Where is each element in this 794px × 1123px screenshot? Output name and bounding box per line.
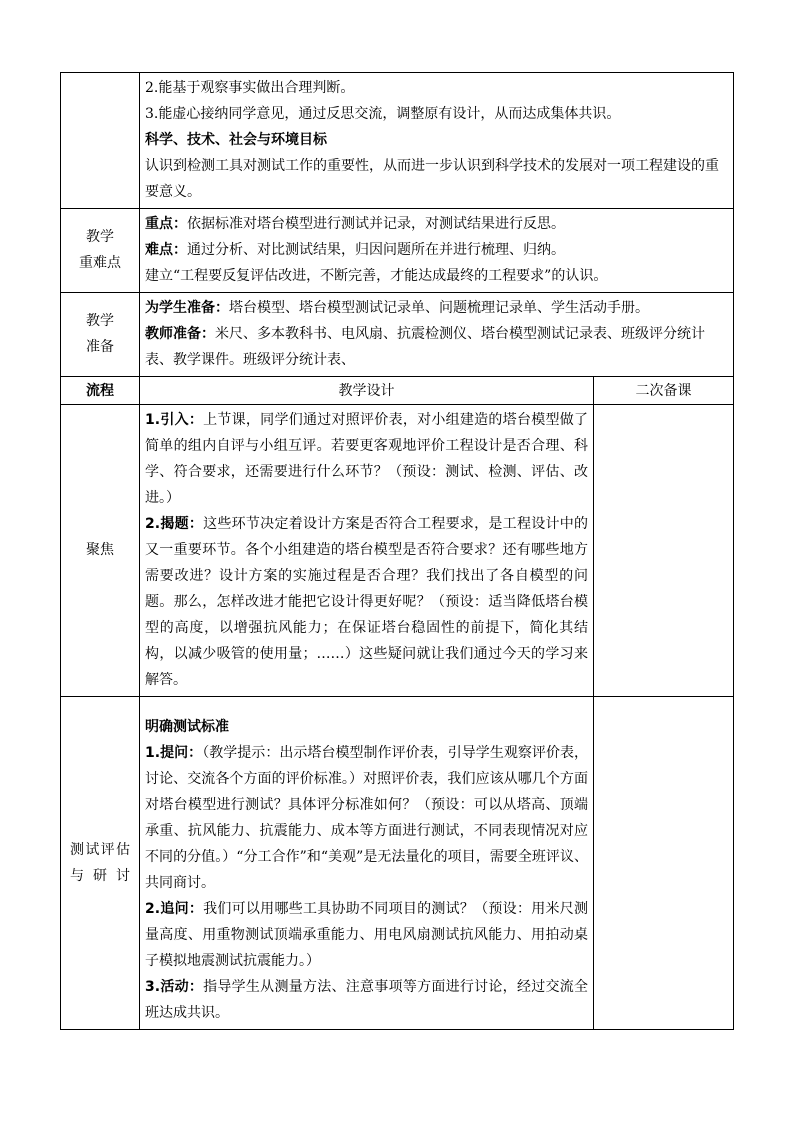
process-header-row: [61, 377, 734, 405]
key-points-row: [61, 209, 734, 293]
goals-row: [61, 73, 734, 209]
test-section-label: 测试评估与研讨: [61, 697, 140, 1030]
reveal-text: 这些环节决定着设计方案是否符合工程要求，是工程设计中的又一重要环节。各个小组建造的塔台模型是否符合要求？还有哪些地方需要改进？设计方案的实施过程是否合理？我们找出了各自模型的问题。那么，怎样改进才能把它设计得更好呢？（预设：适当降低塔台模型的高度，以增强抗风能力；在保证塔台稳固性的前提下，简化其结构，以减少吸管的使用量；……）这些疑问就让我们通过今天的学习来解答。: [145, 516, 589, 688]
goal-line-2: 2.能基于观察事实做出合理判断。: [145, 80, 355, 96]
lesson-plan-table: [60, 72, 734, 1030]
question-text: （教学提示：出示塔台模型制作评价表，引导学生观察评价表，讨论、交流各个方面的评价标准。）对照评价表，我们应该从哪几个方面对塔台模型进行测试？具体评分标准如何？（预设：可以从塔高、顶端承重、抗风能力、抗震能力、成本等方面进行测试，不同表现情况对应不同的分值。）“分工合作”和“美观”是无法量化的项目，需要全班评议、共同商讨。: [145, 745, 589, 891]
header-teaching-design: 教学设计: [140, 377, 594, 405]
intro-label: 1.引入：: [145, 412, 204, 428]
goal-line-3: 3.能虚心接纳同学意见，通过反思交流，调整原有设计，从而达成集体共识。: [145, 106, 621, 122]
focus-section-content: [140, 405, 594, 697]
follow-up-text: 我们可以用哪些工具协助不同项目的测试？（预设：用米尺测量高度、用重物测试顶端承重能力、用电风扇测试抗风能力、用拍动桌子模拟地震测试抗震能力。）: [145, 901, 589, 969]
header-process: 流程: [61, 377, 140, 405]
reveal-label: 2.揭题：: [145, 516, 204, 532]
preparation-content: [140, 293, 734, 377]
teacher-prep-text: 米尺、多本教科书、电风扇、抗震检测仪、塔台模型测试记录表、班级评分统计表、教学课件。班级评分统计表、: [145, 326, 705, 368]
key-points-content: [140, 209, 734, 293]
test-section-content: [140, 697, 594, 1030]
sts-goal-text: 认识到检测工具对测试工作的重要性，从而进一步认识到科学技术的发展对一项工程建设的重要意义。: [145, 158, 719, 200]
student-prep-label: 为学生准备：: [145, 300, 229, 316]
focus-text: 依据标准对塔台模型进行测试并记录，对测试结果进行反思。: [187, 216, 565, 232]
goals-content-cell: [140, 73, 734, 209]
difficulty-text: 通过分析、对比测试结果，归因问题所在并进行梳理、归纳。: [187, 242, 565, 258]
focus-second-prep-cell: [594, 405, 734, 697]
teacher-prep-label: 教师准备：: [145, 326, 215, 342]
header-second-prep: 二次备课: [594, 377, 734, 405]
student-prep-text: 塔台模型、塔台模型测试记录单、问题梳理记录单、学生活动手册。: [229, 300, 649, 316]
intro-text: 上节课，同学们通过对照评价表，对小组建造的塔台模型做了简单的组内自评与小组互评。若要更客观地评价工程设计是否合理、科学、符合要求，还需要进行什么环节？（预设：测试、检测、评估、改进。）: [145, 412, 589, 506]
follow-up-label: 2.追问：: [145, 901, 204, 917]
difficulty-label: 难点：: [145, 242, 187, 258]
test-evaluation-row: [61, 697, 734, 1030]
test-second-prep-cell: [594, 697, 734, 1030]
key-points-label: 教学 重难点: [61, 209, 140, 293]
activity-label: 3.活动：: [145, 979, 204, 995]
engineering-cognition-text: 建立“工程要反复评估改进，不断完善，才能达成最终的工程要求”的认识。: [145, 268, 608, 284]
focus-label: 重点：: [145, 216, 187, 232]
focus-section-label: 聚焦: [61, 405, 140, 697]
activity-text: 指导学生从测量方法、注意事项等方面进行讨论，经过交流全班达成共识。: [145, 979, 589, 1021]
goals-label-cell: [61, 73, 140, 209]
question-label: 1.提问：: [145, 745, 203, 761]
preparation-label: 教学 准备: [61, 293, 140, 377]
test-standard-heading: 明确测试标准: [145, 719, 229, 735]
focus-row: [61, 405, 734, 697]
preparation-row: [61, 293, 734, 377]
sts-goal-heading: 科学、技术、社会与环境目标: [145, 132, 327, 148]
